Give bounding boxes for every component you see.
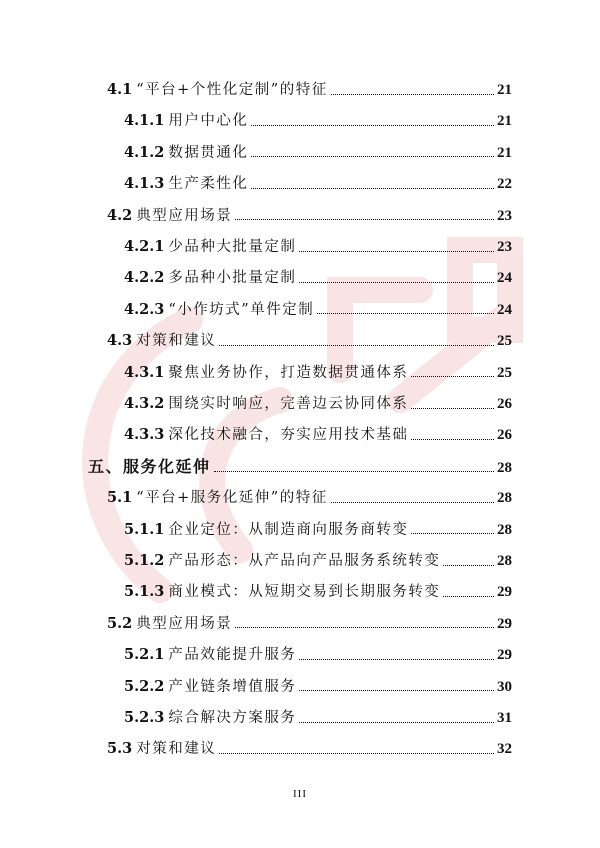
toc-dot-leader [235,219,494,220]
toc-entry-number: 5.1 [107,489,133,507]
toc-entry-title: 产品形态：从产品向产品服务系统转变 [168,553,441,569]
toc-page-number: 28 [497,490,512,507]
toc-dot-leader [331,502,494,503]
toc-page-number: 23 [497,239,512,255]
toc-entry[interactable] [107,80,512,100]
toc-entry[interactable] [124,708,512,728]
toc-entry-title: 少品种大批量定制 [168,239,297,255]
toc-dot-leader [251,156,494,157]
toc-entry[interactable] [124,237,512,257]
toc-entry-number: 4.3.1 [124,363,165,381]
toc-page-number: 29 [497,647,512,664]
toc-entry[interactable] [124,551,512,571]
toc-entry-title: 典型应用场景 [136,207,233,224]
toc-page-number: 28 [497,459,512,476]
toc-dot-leader [299,690,494,691]
toc-entry-number: 4.3.2 [124,395,165,412]
toc-page-number: 32 [497,741,512,758]
toc-entry[interactable] [124,143,512,163]
toc-page-number: 22 [497,176,512,193]
toc-page-number: 21 [497,113,512,130]
toc-entry-title: “平台+服务化延伸”的特征 [136,490,328,507]
toc-dot-leader [251,188,494,189]
toc-entry-number: 5.3 [107,740,133,758]
toc-dot-leader [317,313,494,314]
toc-entry-number: 4.1.1 [124,112,165,130]
toc-page-number: 28 [497,521,512,538]
toc-page-number: 23 [497,207,512,224]
toc-entry-number: 5.1.2 [124,552,165,569]
toc-page-number: 30 [497,678,512,695]
toc-dot-leader [299,282,494,283]
toc-entry-title: 多品种小批量定制 [168,270,297,287]
toc-page-number: 29 [497,584,512,601]
toc-entry-number: 4.3 [107,332,133,350]
toc-entry-title: “小作坊式”单件定制 [168,301,315,318]
toc-entry-title: 聚焦业务协作，打造数据贯通体系 [168,364,409,381]
toc-entry-number: 5.2.2 [124,677,165,695]
toc-dot-leader [299,659,494,660]
toc-entry-number: 5.2.1 [124,646,165,664]
toc-dot-leader [219,345,494,346]
toc-entry-number: 4.2.3 [124,300,165,318]
toc-entry-title: “平台+个性化定制”的特征 [136,82,328,98]
toc-entry-number: 5.2.3 [124,709,165,726]
toc-entry-number: 4.1.2 [124,143,165,161]
toc-entry-number: 4.1.3 [124,175,165,193]
toc-entry[interactable] [124,645,512,665]
toc-entry-title: 典型应用场景 [136,615,233,632]
toc-entry[interactable] [124,300,512,320]
toc-entry[interactable] [124,394,512,414]
toc-page-number: 31 [497,710,512,726]
toc-entry-number: 4.2.1 [124,238,165,255]
toc-entry-number: 5.1.3 [124,583,165,601]
toc-entry-number: 4.2.2 [124,269,165,287]
toc-entry-title: 对策和建议 [136,333,217,350]
toc-page-number: 28 [497,553,512,569]
toc-entry-title: 企业定位：从制造商向服务商转变 [168,521,409,538]
toc-entry-title: 综合解决方案服务 [168,710,297,726]
toc-entry[interactable] [107,206,512,226]
toc-entry-title: 生产柔性化 [168,176,249,193]
toc-dot-leader [443,565,494,566]
toc-page-number: 26 [497,396,512,412]
toc-page-number: 29 [497,615,512,632]
toc-entry[interactable] [124,425,512,445]
toc-entry-title: 用户中心化 [168,113,249,130]
toc-entry-number: 5.2 [107,614,133,632]
toc-dot-leader [411,533,494,534]
toc-entry[interactable] [88,457,512,478]
toc-entry-title: 围绕实时响应，完善边云协同体系 [168,396,409,412]
toc-entry[interactable] [107,488,512,508]
toc-entry-title: 产品效能提升服务 [168,647,297,664]
toc-entry-title: 产业链条增值服务 [168,678,297,695]
toc-entry[interactable] [107,331,512,351]
toc-dot-leader [411,439,494,440]
toc-page-number: 24 [497,301,512,318]
toc-entry-title: 商业模式：从短期交易到长期服务转变 [168,584,441,601]
toc-dot-leader [443,596,494,597]
toc-entry-title: 对策和建议 [136,741,217,758]
toc-page-number: 25 [497,333,512,350]
toc-entry-number: 4.3.3 [124,426,165,444]
toc-entry-title: 数据贯通化 [168,144,249,161]
page-number-footer: III [293,788,307,800]
toc-dot-leader [331,94,494,95]
toc-dot-leader [299,251,494,252]
toc-entry-number: 4.1 [107,81,133,98]
toc-dot-leader [299,722,494,723]
toc-entry-number: 4.2 [107,206,133,224]
toc-page-number: 21 [497,144,512,161]
toc-entry-title: 五、服务化延伸 [88,456,211,476]
toc-entry-title: 深化技术融合，夯实应用技术基础 [168,427,409,444]
toc-dot-leader [219,753,494,754]
toc-page-number: 21 [497,82,512,98]
toc-entry[interactable] [124,363,512,383]
toc-entry[interactable] [124,677,512,697]
toc-dot-leader [214,471,494,472]
toc-entry[interactable] [107,739,512,759]
toc-page-number: 25 [497,364,512,381]
toc-entry[interactable] [124,174,512,194]
toc-entry-number: 5.1.1 [124,520,165,538]
toc-entry[interactable] [124,268,512,288]
toc-dot-leader [411,408,494,409]
toc-entry[interactable] [124,520,512,540]
toc-dot-leader [235,627,494,628]
toc-dot-leader [411,376,494,377]
toc-page-number: 26 [497,427,512,444]
toc-entry[interactable] [124,582,512,602]
toc-entry[interactable] [124,111,512,131]
toc-entry[interactable] [107,614,512,634]
toc-page-number: 24 [497,270,512,287]
toc-dot-leader [251,125,494,126]
